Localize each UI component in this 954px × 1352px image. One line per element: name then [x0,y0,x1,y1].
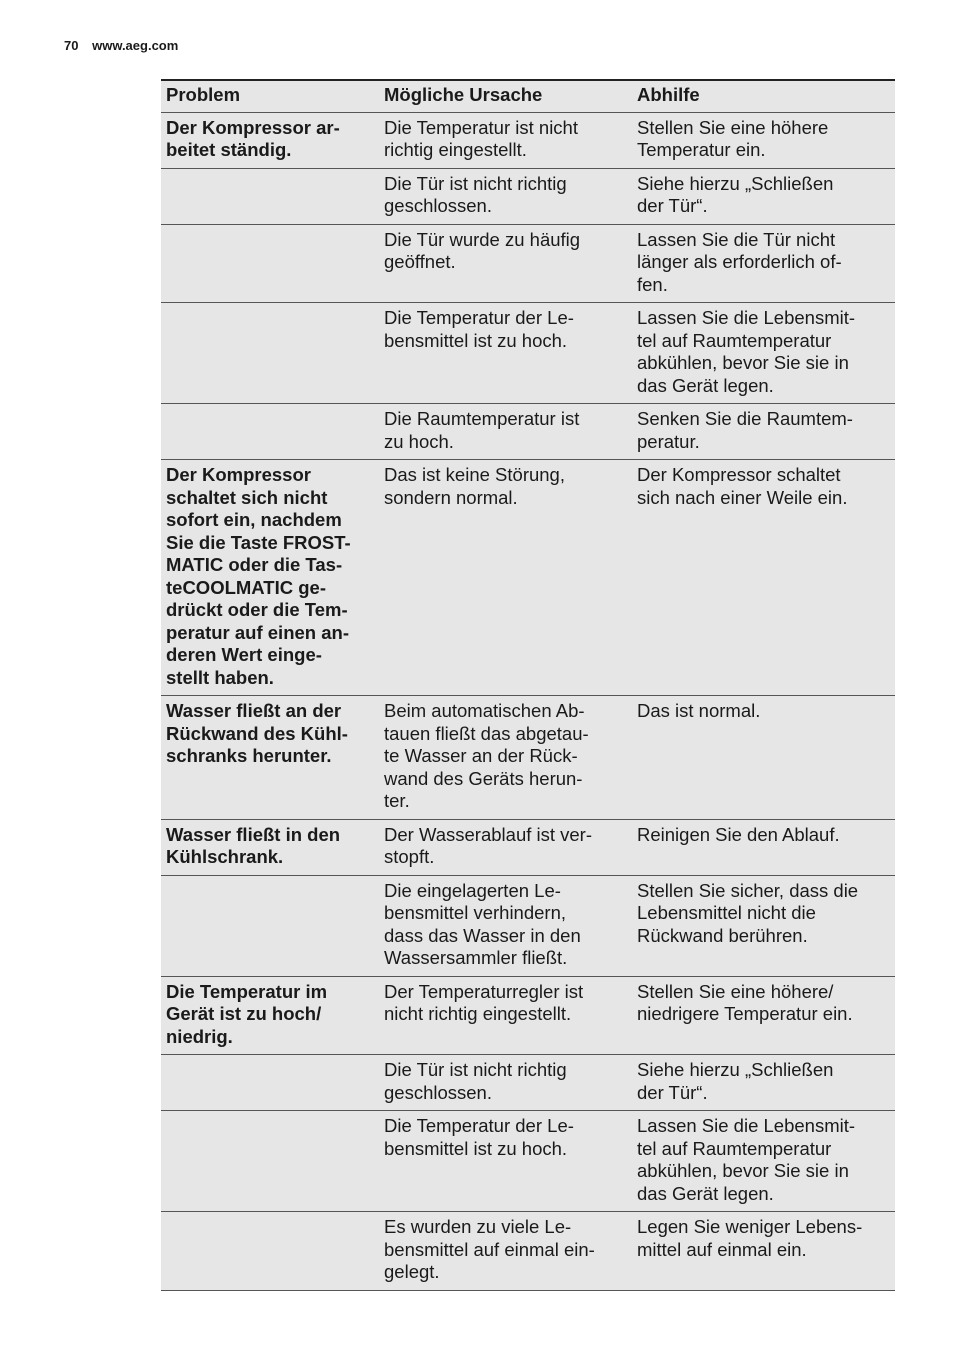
cause-cell: Die Tür ist nicht richtig geschlossen. [379,168,632,224]
remedy-cell: Siehe hierzu „Schließen der Tür“. [632,168,895,224]
table-row [161,696,895,820]
cause-cell: Es wurden zu viele Le- bensmittel auf einmal ein- gelegt. [379,1212,632,1291]
problem-cell [161,404,379,460]
problem-cell: Wasser fließt in den Kühlschrank. [161,819,379,875]
table-row [161,819,895,875]
cause-cell: Beim automatischen Ab- tauen fließt das abgetau- te Wasser an der Rück- wand des Geräts herun- ter. [379,696,632,820]
table-row [161,112,895,168]
problem-cell [161,303,379,404]
troubleshooting-table [161,79,895,1291]
page-number: 70 [64,38,79,53]
cause-cell: Das ist keine Störung, sondern normal. [379,460,632,696]
table-body [161,112,895,1290]
remedy-cell: Das ist normal. [632,696,895,820]
table-row [161,1212,895,1291]
remedy-cell: Legen Sie weniger Lebens- mittel auf einmal ein. [632,1212,895,1291]
cause-cell: Die Temperatur der Le- bensmittel ist zu hoch. [379,303,632,404]
header-cause: Mögliche Ursache [379,80,632,112]
problem-cell [161,1111,379,1212]
remedy-cell: Stellen Sie eine höhere Temperatur ein. [632,112,895,168]
table-row [161,224,895,303]
header-remedy: Abhilfe [632,80,895,112]
table-row [161,976,895,1055]
header-problem: Problem [161,80,379,112]
remedy-cell: Stellen Sie sicher, dass die Lebensmittel nicht die Rückwand berühren. [632,875,895,976]
problem-cell [161,1055,379,1111]
cause-cell: Die Temperatur ist nicht richtig eingestellt. [379,112,632,168]
table-row [161,404,895,460]
remedy-cell: Lassen Sie die Lebensmit- tel auf Raumtemperatur abkühlen, bevor Sie sie in das Gerät legen. [632,303,895,404]
remedy-cell: Stellen Sie eine höhere/ niedrigere Temperatur ein. [632,976,895,1055]
table-header-row [161,80,895,112]
cause-cell: Die Tür wurde zu häufig geöffnet. [379,224,632,303]
table-row [161,168,895,224]
site-url: www.aeg.com [92,38,179,53]
cause-cell: Die Raumtemperatur ist zu hoch. [379,404,632,460]
problem-cell [161,168,379,224]
table-row [161,303,895,404]
remedy-cell: Lassen Sie die Tür nicht länger als erforderlich of- fen. [632,224,895,303]
cause-cell: Der Temperaturregler ist nicht richtig eingestellt. [379,976,632,1055]
cause-cell: Der Wasserablauf ist ver- stopft. [379,819,632,875]
page-header [64,38,178,53]
table-row [161,1111,895,1212]
problem-cell: Der Kompressor schaltet sich nicht sofort ein, nachdem Sie die Taste FROST- MATIC oder die Tas- teCOOLMATIC ge- drückt oder die Tem- peratur auf einen an- deren Wert einge- stellt haben. [161,460,379,696]
cause-cell: Die Temperatur der Le- bensmittel ist zu hoch. [379,1111,632,1212]
table-row [161,460,895,696]
cause-cell: Die Tür ist nicht richtig geschlossen. [379,1055,632,1111]
remedy-cell: Siehe hierzu „Schließen der Tür“. [632,1055,895,1111]
remedy-cell: Der Kompressor schaltet sich nach einer Weile ein. [632,460,895,696]
table-row [161,875,895,976]
problem-cell [161,875,379,976]
problem-cell [161,224,379,303]
remedy-cell: Reinigen Sie den Ablauf. [632,819,895,875]
problem-cell: Wasser fließt an der Rückwand des Kühl- schranks herunter. [161,696,379,820]
problem-cell [161,1212,379,1291]
cause-cell: Die eingelagerten Le- bensmittel verhindern, dass das Wasser in den Wassersammler fließt. [379,875,632,976]
remedy-cell: Lassen Sie die Lebensmit- tel auf Raumtemperatur abkühlen, bevor Sie sie in das Gerät legen. [632,1111,895,1212]
problem-cell: Der Kompressor ar- beitet ständig. [161,112,379,168]
remedy-cell: Senken Sie die Raumtem- peratur. [632,404,895,460]
table-row [161,1055,895,1111]
problem-cell: Die Temperatur im Gerät ist zu hoch/ niedrig. [161,976,379,1055]
